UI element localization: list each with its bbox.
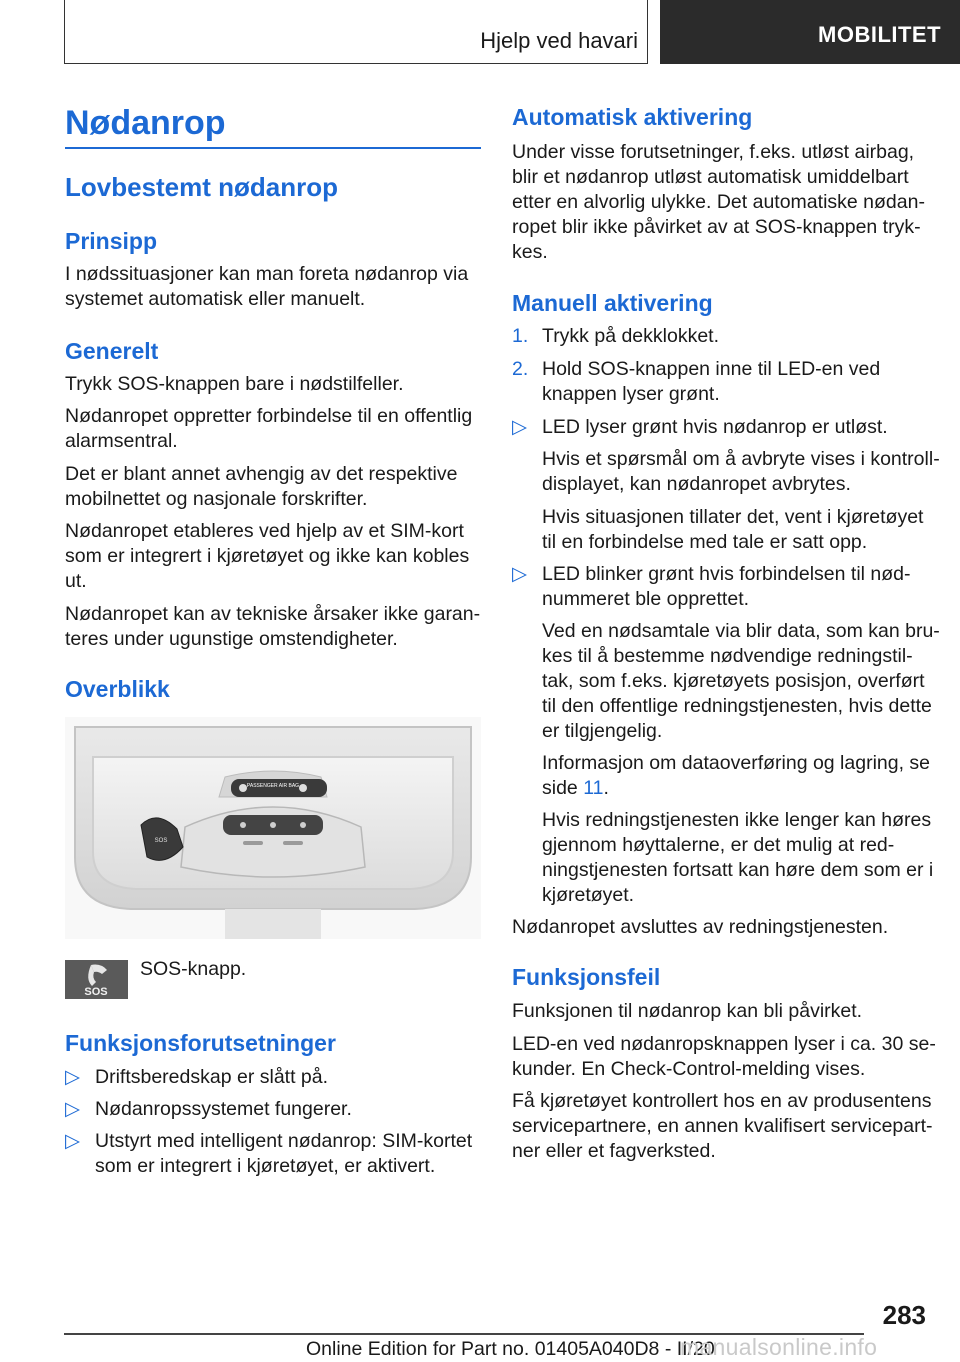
heading-manuell-aktivering: Manuell aktivering [512,290,713,316]
step-text: Trykk på dekklokket. [542,325,720,347]
malfunction-line-6: ner eller et fagverksted. [512,1140,716,1162]
step-number: 1. [512,325,529,347]
auto-line-4: ropet blir ikke påvirket av at SOS-knappen tryk- [512,216,921,238]
list-item [65,1064,481,1091]
auto-line-1: Under visse forutsetninger, f.eks. utløst airbag, [512,141,915,163]
list-item-text: Nødanropssystemet fungerer. [95,1098,352,1120]
phone-icon [65,960,128,999]
bullet1-sub-4: til en forbindelse med tale er satt opp. [542,531,868,553]
malfunction-line-3: kunder. En Check-Control-melding vises. [512,1058,866,1080]
step-number: 2. [512,358,529,380]
section-title: Hjelp ved havari [480,28,638,53]
page-reference-prefix: side [542,777,584,799]
sos-button-icon [65,960,128,999]
page-reference [542,775,609,802]
general-line-3: alarmsentral. [65,430,178,452]
list-item [512,414,932,441]
list-item-text: nummeret ble opprettet. [542,588,750,610]
auto-line-5: kes. [512,241,548,263]
malfunction-line-1: Funksjonen til nødanrop kan bli påvirket. [512,1000,863,1022]
bullet1-sub-3: Hvis situasjonen tillater det, vent i kjøretøyet [542,506,924,528]
bullet-triangle-icon: ▷ [512,416,527,438]
list-item [512,561,932,615]
watermark: manualsonline.info [680,1334,878,1360]
sos-caption: SOS-knapp. [140,958,247,980]
general-line-6: Nødanropet etableres ved hjelp av et SIM-kort [65,520,464,542]
general-line-1: Trykk SOS-knappen bare i nødstilfeller. [65,373,404,395]
step-text: knappen lyser grønt. [542,383,720,405]
bullet2-sub-3: tak, som f.eks. kjøretøyets posisjon, overført [542,670,925,692]
general-line-2: Nødanropet oppretter forbindelse til en offentlig [65,405,473,427]
chapter-label: MOBILITET [818,22,942,47]
bullet2-sub2-1: Hvis redningstjenesten ikke lenger kan høres [542,809,932,831]
bullet-triangle-icon: ▷ [65,1098,80,1120]
heading-funksjonsfeil: Funksjonsfeil [512,964,661,990]
bullet-triangle-icon: ▷ [512,563,527,585]
overhead-console-photo [65,717,481,939]
console-illustration [65,717,481,939]
malfunction-line-4: Få kjøretøyet kontrollert hos en av produsentens [512,1090,932,1112]
chapter-tab [660,0,960,64]
principle-line-2: systemet automatisk eller manuelt. [65,288,366,310]
general-line-5: mobilnettet og nasjonale forskrifter. [65,488,368,510]
sos-icon-label: SOS [84,986,108,998]
edition-text: Online Edition for Part no. 01405A040D8 - II/20 [306,1338,715,1360]
auto-line-2: blir et nødanrop utløst automatisk umiddelbart [512,166,909,188]
list-item-text: LED blinker grønt hvis forbindelsen til nød- [542,563,911,585]
title-rule [65,147,481,149]
auto-line-3: etter en alvorlig ulykke. Det automatiske nødan- [512,191,925,213]
page-title: Nødanrop [65,104,226,142]
step-item [512,323,932,350]
heading-generelt: Generelt [65,338,159,364]
general-line-9: Nødanropet kan av tekniske årsaker ikke garan- [65,603,481,625]
general-line-7: som er integrert i kjøretøyet og ikke kan kobles [65,545,470,567]
malfunction-line-2: LED-en ved nødanropsknappen lyser i ca. 30 se- [512,1033,936,1055]
step-text: Hold SOS-knappen inne til LED-en ved [542,358,881,380]
manual-end: Nødanropet avsluttes av redningstjenesten. [512,916,889,938]
bullet2-sub2-4: kjøretøyet. [542,884,635,906]
malfunction-line-5: servicepartnere, en annen kvalifisert servicepart- [512,1115,933,1137]
list-item-text: Driftsberedskap er slått på. [95,1066,329,1088]
bullet2-sub-1: Ved en nødsamtale via blir data, som kan bru- [542,620,940,642]
bullet2-sub2-3: ningstjenesten fortsatt kan høre dem som er i [542,859,934,881]
bullet1-sub-2: displayet, kan nødanropet avbrytes. [542,473,851,495]
heading-overblikk: Overblikk [65,676,170,702]
bullet1-sub-1: Hvis et spørsmål om å avbryte vises i kontroll- [542,448,940,470]
page-reference-suffix: . [603,777,609,799]
heading-automatisk-aktivering: Automatisk aktivering [512,104,753,130]
list-item-text: Utstyrt med intelligent nødanrop: SIM-kortet [95,1130,473,1152]
subtitle: Lovbestemt nødanrop [65,172,339,202]
general-line-8: ut. [65,570,87,592]
general-line-4: Det er blant annet avhengig av det respektive [65,463,458,485]
heading-funksjonsforutsetninger: Funksjonsforutsetninger [65,1030,336,1056]
list-item [65,1128,481,1182]
list-item-text: LED lyser grønt hvis nødanrop er utløst. [542,416,888,438]
page-number: 283 [882,1300,926,1330]
bullet2-sub-5: er tilgjengelig. [542,720,663,742]
list-item [65,1096,481,1123]
list-item-text: som er integrert i kjøretøyet, er aktivert. [95,1155,436,1177]
step-item [512,356,932,410]
page-link[interactable]: 11 [583,777,604,799]
bullet-triangle-icon: ▷ [65,1066,80,1088]
principle-line-1: I nødssituasjoner kan man foreta nødanrop via [65,263,469,285]
bullet2-sub2-2: gjennom høyttalerne, er det mulig at red- [542,834,895,856]
bullet2-sub-4: til den offentlige redningstjenesten, hvis dette [542,695,932,717]
heading-prinsipp: Prinsipp [65,228,158,254]
airbag-label: PASSENGER AIR BAG [246,783,300,789]
bullet2-sub-6: Informasjon om dataoverføring og lagring, se [542,752,931,774]
bullet2-sub-2: kes til å bestemme nødvendige redningstil- [542,645,913,667]
photo-sos-label: SOS [154,838,168,844]
general-line-10: teres under ugunstige omstendigheter. [65,628,398,650]
bullet-triangle-icon: ▷ [65,1130,80,1152]
